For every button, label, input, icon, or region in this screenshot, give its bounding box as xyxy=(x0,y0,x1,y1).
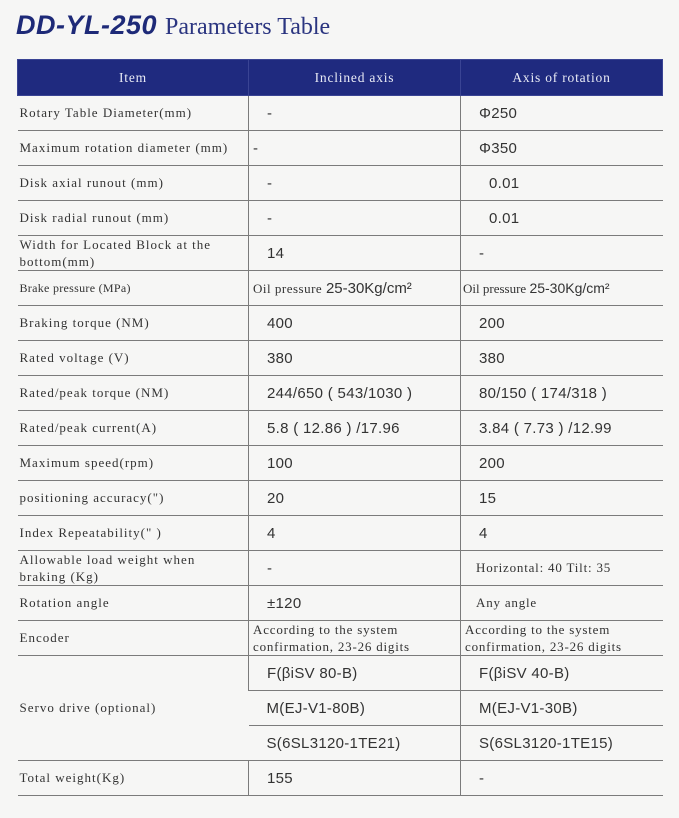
model-name: DD-YL-250 xyxy=(16,10,158,40)
row-label: Rated voltage (V) xyxy=(18,341,249,376)
inclined-value: According to the system confirmation, 23-26 digits xyxy=(249,621,461,656)
table-row xyxy=(18,341,663,376)
row-label: Rated/peak current(A) xyxy=(18,411,249,446)
table-row xyxy=(18,551,663,586)
oil-pressure-value: 25-30Kg/cm² xyxy=(529,279,610,296)
inclined-value: 244/650 ( 543/1030 ) xyxy=(249,376,461,411)
rotation-value: 200 xyxy=(461,446,663,481)
row-label: Braking torque (NM) xyxy=(18,306,249,341)
table-row xyxy=(18,236,663,271)
row-label: Rotation angle xyxy=(18,586,249,621)
inclined-value: 155 xyxy=(249,761,461,796)
column-header-axis-of-rotation: Axis of rotation xyxy=(461,60,663,96)
column-header-inclined-axis: Inclined axis xyxy=(249,60,461,96)
table-header-row xyxy=(18,60,663,96)
table-row xyxy=(18,271,663,306)
table-row-servo xyxy=(18,656,663,691)
servo-inclined-fanuc: F(βiSV 80-B) xyxy=(249,656,461,691)
inclined-value xyxy=(249,271,461,306)
row-label: Rated/peak torque (NM) xyxy=(18,376,249,411)
table-row xyxy=(18,761,663,796)
row-label: Width for Located Block at the bottom(mm) xyxy=(18,236,249,271)
row-label: Index Repeatability(" ) xyxy=(18,516,249,551)
row-label: Maximum speed(rpm) xyxy=(18,446,249,481)
table-row xyxy=(18,481,663,516)
table-subtitle: Parameters Table xyxy=(165,14,331,40)
row-label: Total weight(Kg) xyxy=(18,761,249,796)
oil-pressure-label: Oil pressure xyxy=(463,280,527,296)
servo-rotation-mitsubishi: M(EJ-V1-30B) xyxy=(461,691,663,726)
rotation-value: 0.01 xyxy=(461,201,663,236)
table-row xyxy=(18,166,663,201)
oil-pressure-label: Oil pressure xyxy=(253,280,323,296)
inclined-value: ±120 xyxy=(249,586,461,621)
row-label: Encoder xyxy=(18,621,249,656)
row-label: positioning accuracy(") xyxy=(18,481,249,516)
inclined-value: 14 xyxy=(249,236,461,271)
table-row xyxy=(18,131,663,166)
inclined-value: 380 xyxy=(249,341,461,376)
rotation-value: Any angle xyxy=(461,586,663,621)
table-row xyxy=(18,306,663,341)
parameters-table xyxy=(17,59,663,796)
servo-inclined-siemens: S(6SL3120-1TE21) xyxy=(249,726,461,761)
rotation-value: According to the system confirmation, 23-26 digits xyxy=(461,621,663,656)
inclined-value: 20 xyxy=(249,481,461,516)
rotation-value: 200 xyxy=(461,306,663,341)
rotation-value: 380 xyxy=(461,341,663,376)
row-label: Disk radial runout (mm) xyxy=(18,201,249,236)
servo-inclined-mitsubishi: M(EJ-V1-80B) xyxy=(249,691,461,726)
table-row xyxy=(18,446,663,481)
table-row xyxy=(18,516,663,551)
table-row xyxy=(18,621,663,656)
rotation-value: - xyxy=(461,236,663,271)
rotation-value: Φ350 xyxy=(461,131,663,166)
inclined-value: - xyxy=(249,166,461,201)
rotation-value xyxy=(461,271,663,306)
table-row xyxy=(18,411,663,446)
inclined-value: 5.8 ( 12.86 ) /17.96 xyxy=(249,411,461,446)
rotation-value: 3.84 ( 7.73 ) /12.99 xyxy=(461,411,663,446)
table-row xyxy=(18,586,663,621)
row-label: Allowable load weight when braking (Kg) xyxy=(18,551,249,586)
servo-rotation-fanuc: F(βiSV 40-B) xyxy=(461,656,663,691)
inclined-value: - xyxy=(249,201,461,236)
inclined-value: 400 xyxy=(249,306,461,341)
rotation-value: Horizontal: 40 Tilt: 35 xyxy=(461,551,663,586)
row-label: Rotary Table Diameter(mm) xyxy=(18,96,249,131)
oil-pressure-value: 25-30Kg/cm² xyxy=(325,279,412,297)
table-row xyxy=(18,376,663,411)
table-row xyxy=(18,201,663,236)
row-label: Maximum rotation diameter (mm) xyxy=(18,131,249,166)
inclined-value: - xyxy=(249,96,461,131)
page-title xyxy=(16,10,330,41)
rotation-value: Φ250 xyxy=(461,96,663,131)
inclined-value: - xyxy=(249,551,461,586)
servo-rotation-siemens: S(6SL3120-1TE15) xyxy=(461,726,663,761)
inclined-value: - xyxy=(249,131,461,166)
inclined-value: 4 xyxy=(249,516,461,551)
rotation-value: 15 xyxy=(461,481,663,516)
column-header-item: Item xyxy=(18,60,249,96)
inclined-value: 100 xyxy=(249,446,461,481)
rotation-value: 4 xyxy=(461,516,663,551)
row-label: Servo drive (optional) xyxy=(18,656,249,761)
table-row xyxy=(18,96,663,131)
row-label: Brake pressure (MPa) xyxy=(18,271,249,306)
rotation-value: 80/150 ( 174/318 ) xyxy=(461,376,663,411)
row-label: Disk axial runout (mm) xyxy=(18,166,249,201)
rotation-value: 0.01 xyxy=(461,166,663,201)
rotation-value: - xyxy=(461,761,663,796)
